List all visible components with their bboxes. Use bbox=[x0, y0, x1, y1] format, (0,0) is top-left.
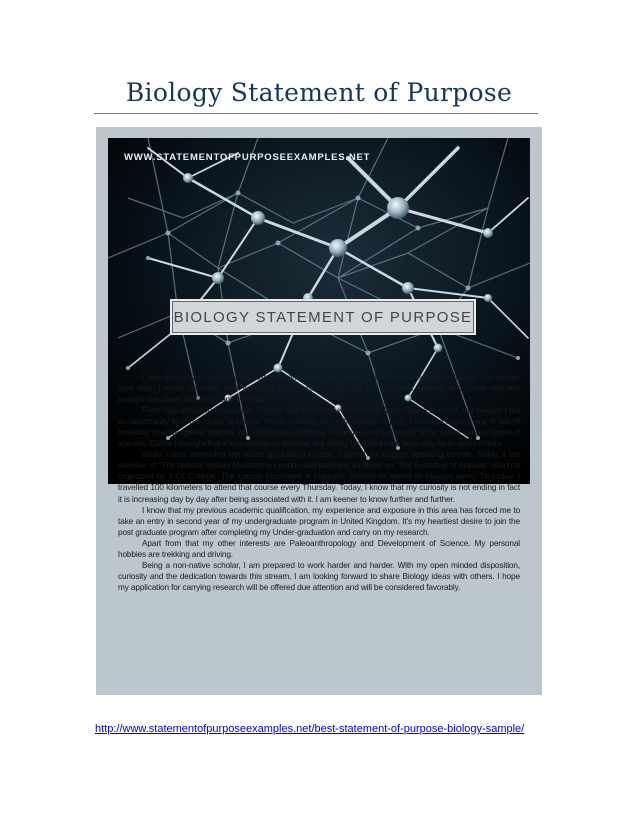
paragraph: While I was continuing my under graduation course, I joined an English speaking course. Today, I am member of "The Natural History Museum in London and pursuing a course on "The Evolution of Animals" which is organized by XXX College. The course inculcated a magnetic interest to attend its classes every Thursday. I travelled 100 kilometers to attend that course every Thursday. Today, I know that my curiosity is not ending in fact it is increasing day by day after being associated with it. I am keener to know further and further. bbox=[118, 449, 520, 504]
paragraph: I know that my previous academic qualification, my experience and exposure in this area has forced me to take an entry in second year of my undergraduate program in United Kingdom. It's my heartiest desire to join the post graduate program after completing my Under-graduation and carry on my research. bbox=[118, 504, 520, 537]
poster-banner bbox=[172, 301, 474, 333]
paragraph: Apart from that my other interests are Paleoanthropology and Development of Science. My personal hobbies are trekking and driving. bbox=[118, 537, 520, 559]
paragraph: I was deeply fascinated by the natural world right from my birth and my interest grew deeper and deeper over time. I loved spending time watching the growth of wild and domesticated animals and plants and this brought me closer to Biology and evolution. bbox=[118, 372, 520, 405]
banner-title: BIOLOGY STATEMENT OF PURPOSE bbox=[173, 308, 473, 326]
site-url-label: WWW.STATEMENTOFPURPOSEEXAMPLES.NET bbox=[124, 152, 371, 163]
source-link[interactable]: http://www.statementofpurposeexamples.net/best-statement-of-purpose-biology-sample/ bbox=[95, 723, 525, 735]
sop-poster-image bbox=[96, 127, 542, 695]
paragraph: From high school to graduation, Biology was always my subject. My father was a scientist and thereby I got an opportunity to come closer to nature. While assisting him with breeds of prey, I came to know many tit-bits of breeding of endangered species. My evolutionary thinking expanded and I came to know about various types of species. Earlier I thought that it was merely an interest, but slowly I realized I am born only for to serve nature. bbox=[118, 405, 520, 449]
poster-body-text bbox=[118, 372, 520, 593]
paragraph: Being a non-native scholar, I am prepared to work harder and harder. With my open minded disposition, curiosity and the dedication towards this stream, I am looking forward to share Biology ideas with others. I hope my application for carrying research will be offered due attention and will be considered favorably. bbox=[118, 559, 520, 592]
title-divider bbox=[94, 113, 538, 114]
page-title: Biology Statement of Purpose bbox=[125, 78, 513, 107]
